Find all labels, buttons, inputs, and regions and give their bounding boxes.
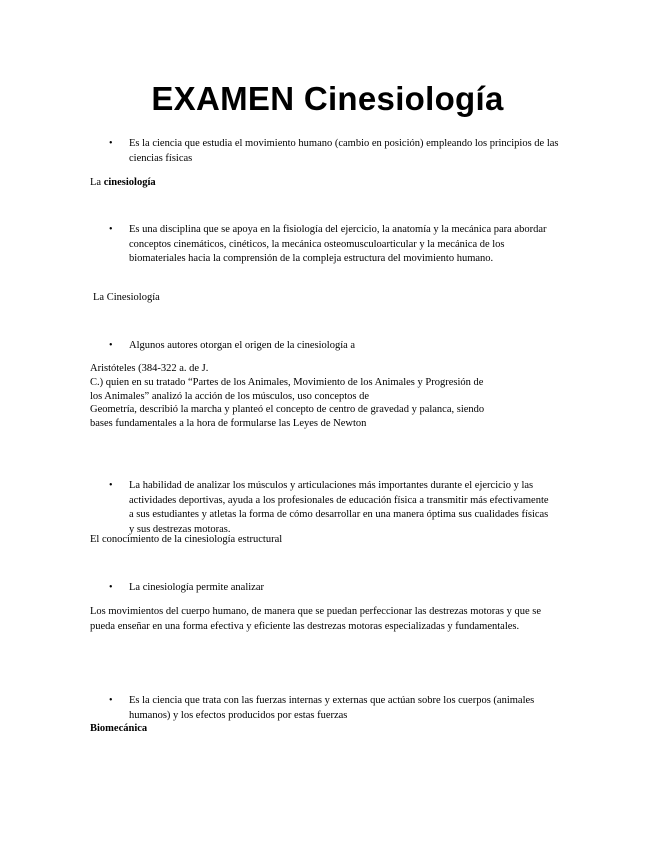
answer-text-line: C.) quien en su tratado “Partes de los Animales, Movimiento de los Animales y Progresión de xyxy=(90,377,484,388)
answer-text: La Cinesiología xyxy=(93,292,160,303)
bullet-text: La cinesiología permite analizar xyxy=(129,582,264,593)
bullet-icon: • xyxy=(109,480,113,491)
bullet-item xyxy=(109,339,569,354)
bullet-text: Es la ciencia que estudia el movimiento humano (cambio en posición) empleando los principios de las ciencias físicas xyxy=(129,138,559,164)
bullet-text: Es una disciplina que se apoya en la fisiología del ejercicio, la anatomía y la mecánica para abordar conceptos cinemáticos, cinéticos, la mecánica osteomusculoarticular y la mecánica de los biomateriales hacia la comprensión de la compleja estructura del movimiento humano. xyxy=(129,224,547,264)
bullet-item xyxy=(109,694,574,723)
bullet-item xyxy=(109,137,569,166)
answer-text xyxy=(90,176,156,191)
answer-text-line: los Animales” analizó la acción de los músculos, uso conceptos de xyxy=(90,391,370,402)
bullet-icon: • xyxy=(109,695,113,706)
answer-text-line: Geometría, describió la marcha y planteó el concepto de centro de gravedad y palanca, siendo xyxy=(90,404,485,415)
bullet-text: Algunos autores otorgan el origen de la cinesiología a xyxy=(129,340,356,351)
bullet-icon: • xyxy=(109,224,113,235)
bullet-text: Es la ciencia que trata con las fuerzas internas y externas que actúan sobre los cuerpos (animales humanos) y los efectos producidos por estas fuerzas xyxy=(129,695,535,721)
bullet-item xyxy=(109,479,554,537)
bullet-icon: • xyxy=(109,582,113,593)
answer-prefix: La xyxy=(90,177,104,188)
bullet-text: La habilidad de analizar los músculos y articulaciones más importantes durante el ejercicio y las actividades deportivas, ayuda a los profesionales de educación física a transmitir más efectivamente a sus estudiantes y atletas la forma de cómo desarrollar en una manera óptima sus cualidades físicas y sus destrezas motoras. xyxy=(129,480,549,535)
page-title: EXAMEN Cinesiología xyxy=(151,80,504,117)
bullet-item xyxy=(109,581,569,596)
answer-text-line: bases fundamentales a la hora de formularse las Leyes de Newton xyxy=(90,418,367,429)
bullet-icon: • xyxy=(109,138,113,149)
bullet-icon: • xyxy=(109,340,113,351)
bullet-item xyxy=(109,223,561,267)
answer-text: El conocimiento de la cinesiología estructural xyxy=(90,534,283,545)
answer-text-line: Aristóteles (384-322 a. de J. xyxy=(90,363,209,374)
answer-bold-term: cinesiología xyxy=(103,177,156,188)
answer-text: Los movimientos del cuerpo humano, de manera que se puedan perfeccionar las destrezas motoras y que se pueda enseñar en una forma efectiva y eficiente las destrezas motoras especializadas y fundamentales. xyxy=(90,606,542,632)
answer-text: Biomecánica xyxy=(90,723,148,734)
